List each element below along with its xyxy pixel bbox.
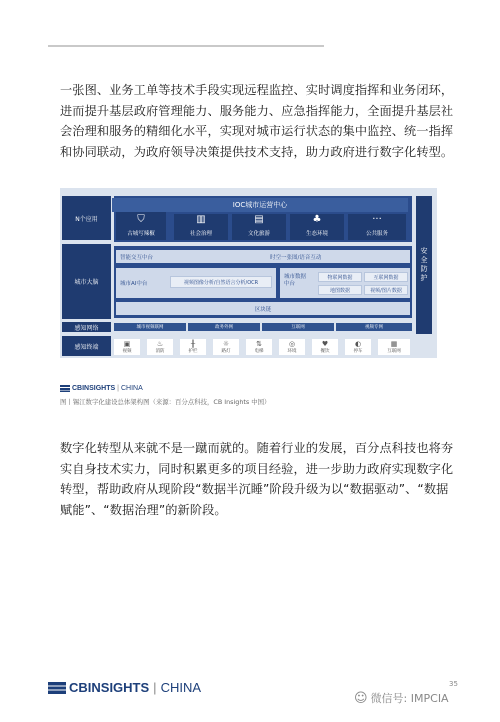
network-cell: 视频专网	[336, 323, 412, 331]
row-label-city-brain: 城市大脑	[62, 244, 111, 319]
terminal-light	[213, 339, 239, 355]
app-card-culture	[232, 214, 286, 240]
terminal-label: 路灯	[221, 349, 231, 354]
footer-brand: CBINSIGHTS	[69, 680, 150, 695]
row-label-apps: N个应用	[62, 196, 111, 240]
terminal-label: 护栏	[188, 349, 198, 354]
more-icon: ···	[372, 214, 382, 225]
network-cell: 城市视频联网	[114, 323, 186, 331]
data-item: 互联网数据	[364, 272, 408, 282]
terminal-label: 互联网	[387, 349, 401, 354]
app-card-public	[348, 214, 406, 240]
footer-logo: CBINSIGHTS | CHINA	[48, 680, 201, 695]
car-icon: ◐	[354, 340, 362, 348]
left-app-label: 古城写辣椒	[127, 231, 155, 237]
wechat-id: 微信号: IMPCIA	[370, 692, 449, 705]
app-card-eco	[290, 214, 344, 240]
row-label-network: 感知网络	[62, 322, 111, 332]
figure-caption: 图丨锡江数字化建设总体架构图（来源：百分点科技，CB Insights 中国）	[60, 398, 271, 406]
footer-region: CHINA	[160, 680, 202, 695]
terminal-internet	[378, 339, 410, 355]
interaction-row	[116, 250, 410, 263]
dining-icon: ♥	[321, 340, 329, 348]
network-icon: ▦	[390, 340, 398, 348]
terminal-label: 环境	[287, 349, 297, 354]
shield-icon: ⛉	[137, 214, 145, 225]
data-item: 物联网数据	[318, 272, 362, 282]
terminal-rail	[180, 339, 206, 355]
top-rule	[48, 45, 324, 47]
app-label: 文化旅游	[247, 231, 270, 237]
app-label: 生态环境	[305, 231, 328, 237]
network-cell: 互联网	[262, 323, 334, 331]
fire-icon: ♨	[156, 340, 164, 348]
data-label: 城市数据中台	[284, 274, 307, 287]
paragraph-intro: 一张图、业务工单等技术手段实现远程监控、实时调度指挥和业务闭环，进而提升基层政府管理能力、服务能力、应急指挥能力，全面提升基层社会治理和服务的精细化水平，实现对城市运行状态的集中监控、统一指挥和协同联动，为政府领导决策提供技术支持，助力政府进行数字化转型。	[60, 83, 454, 159]
data-item: 地图数据	[318, 285, 362, 295]
small-logo-region: CHINA	[121, 385, 143, 392]
interaction-label: 智能交互中台	[120, 254, 154, 261]
row-label-terminals: 感知终端	[62, 336, 111, 356]
bus-icon: ▤	[254, 214, 264, 225]
left-app-card	[116, 212, 166, 240]
terminal-label: 停车	[353, 349, 363, 354]
data-item: 视频/图片数据	[364, 285, 408, 295]
ai-desc: 视频图像分析/自然语言分析/OCR	[170, 276, 272, 288]
paragraph-conclusion: 数字化转型从来就不是一蹴而就的。随着行业的发展，百分点科技也将夯实自身技术实力，同时积累更多的项目经验，进一步助力政府实现数字化转型，帮助政府从现阶段“数据半沉睡”阶段升级为以“数据驱动”、“数据赋能”、“数据治理”的新阶段。	[60, 441, 454, 517]
small-logo: CBINSIGHTS | CHINA	[60, 385, 143, 392]
app-label: 社会治理	[189, 231, 212, 237]
page-number: 35	[449, 680, 458, 688]
terminal-parking	[345, 339, 371, 355]
app-card-social	[174, 214, 228, 240]
leaf-icon: ♣	[312, 214, 322, 225]
cb-mark-icon	[48, 682, 66, 694]
app-label: 公共服务	[365, 231, 388, 237]
buildings-icon: ▥	[196, 214, 206, 225]
wechat-icon: ☺	[354, 690, 368, 706]
ai-label: 城市AI中台	[120, 281, 148, 287]
wechat-watermark	[354, 690, 449, 706]
terminal-food	[312, 339, 338, 355]
network-cell: 政务外网	[188, 323, 260, 331]
interaction-desc: 时空一张图/语音互动	[270, 254, 322, 261]
elevator-icon: ⇅	[256, 340, 262, 348]
terminal-label: 电梯	[254, 349, 264, 354]
terminal-label: 餐饮	[320, 349, 330, 354]
terminal-env	[279, 339, 305, 355]
ioc-title: IOC城市运营中心	[112, 198, 408, 212]
blockchain-row: 区块链	[116, 302, 410, 315]
sensor-icon: ◎	[288, 340, 296, 348]
terminal-label: 消防	[155, 349, 165, 354]
terminal-elevator	[246, 339, 272, 355]
terminal-fire	[147, 339, 173, 355]
camera-icon: ▣	[123, 340, 131, 348]
terminal-video	[114, 339, 140, 355]
safety-column: 安全防护	[416, 196, 432, 334]
lamp-icon: ☼	[222, 340, 230, 348]
cb-mark-icon	[60, 385, 70, 392]
rail-icon: ╫	[190, 340, 196, 348]
terminal-label: 视频	[122, 349, 132, 354]
small-logo-brand: CBINSIGHTS	[72, 385, 116, 392]
